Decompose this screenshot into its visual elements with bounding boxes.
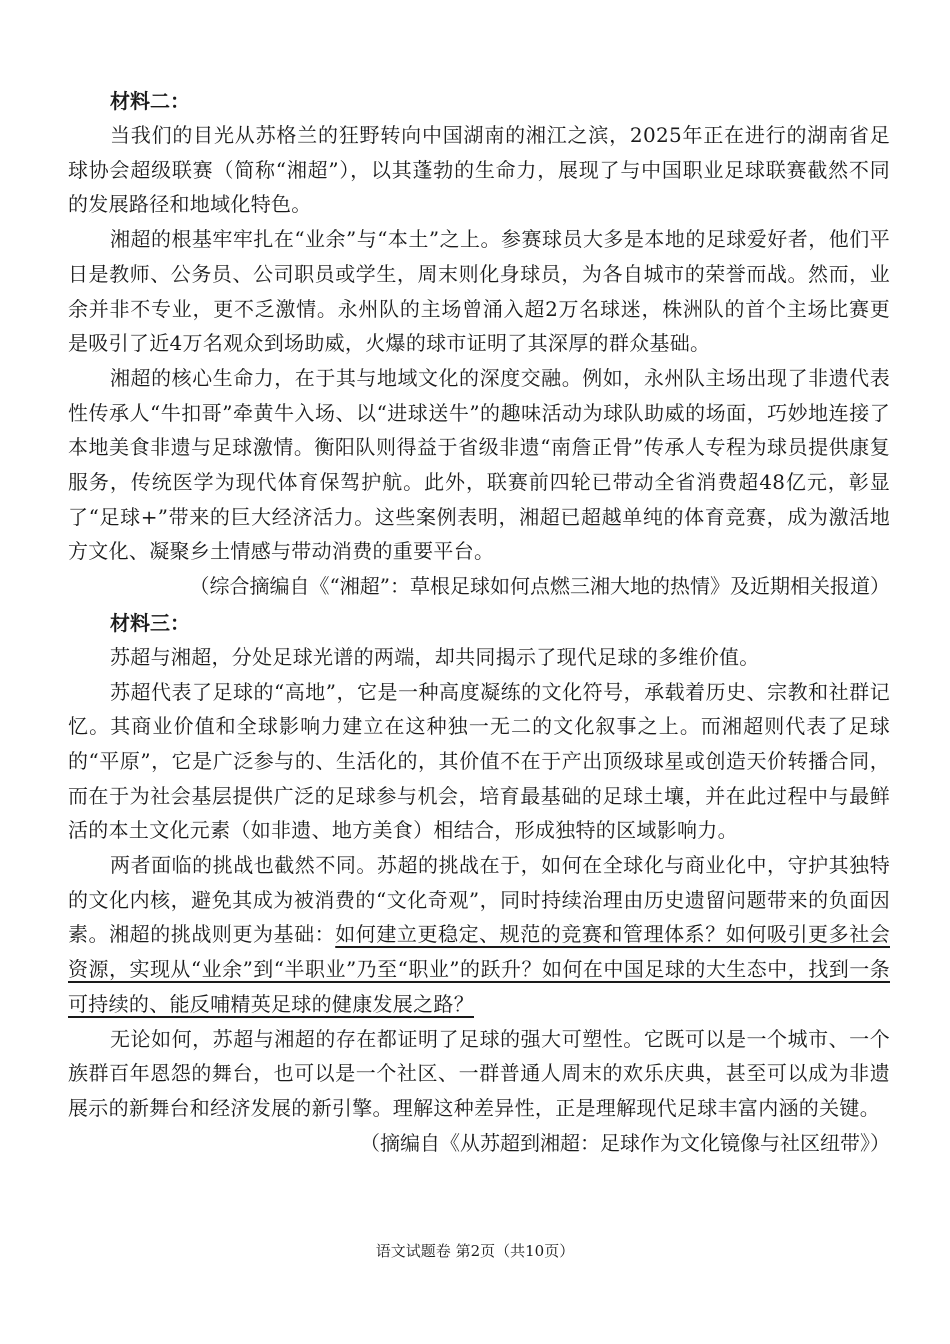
underlined-questions: 如何建立更稳定、规范的竞赛和管理体系？如何吸引更多社会资源，实现从“业余”到“半职业”乃至“职业”的跃升？如何在中国足球的大生态中，找到一条可持续的、能反哺精英足球的健康发展之路？ [68, 922, 890, 1016]
material-2-paragraph: 湘超的根基牢牢扎在“业余”与“本土”之上。参赛球员大多是本地的足球爱好者，他们平日是教师、公务员、公司职员或学生，周末则化身球员，为各自城市的荣誉而战。然而，业余并非不专业，更不乏激情。永州队的主场曾涌入超2万名球迷，株洲队的首个主场比赛更是吸引了近4万名观众到场助威，火爆的球市证明了其深厚的群众基础。 [68, 227, 890, 356]
material-3-paragraph [68, 848, 890, 1022]
material-3-paragraph: 苏超与湘超，分处足球光谱的两端，却共同揭示了现代足球的多维价值。 [110, 644, 760, 669]
material-2-source: （综合摘编自《“湘超”：草根足球如何点燃三湘大地的热情》及近期相关报道） [189, 574, 890, 599]
material-2-heading: 材料二： [110, 89, 190, 113]
page-footer: 语文试题卷 第2页（共10页） [375, 1242, 575, 1260]
material-3-paragraph: 无论如何，苏超与湘超的存在都证明了足球的强大可塑性。它既可以是一个城市、一个族群百年恩怨的舞台，也可以是一个社区、一群普通人周末的欢乐庆典，甚至可以成为非遗展示的新舞台和经济发展的新引擎。理解这种差异性，正是理解现代足球丰富内涵的关键。 [68, 1026, 890, 1120]
material-3-heading: 材料三： [110, 610, 190, 635]
material-2-paragraph: 当我们的目光从苏格兰的狂野转向中国湖南的湘江之滨，2025年正在进行的湖南省足球协会超级联赛（简称“湘超”），以其蓬勃的生命力，展现了与中国职业足球联赛截然不同的发展路径和地域化特色。 [68, 123, 890, 217]
material-3-source: （摘编自《从苏超到湘超：足球作为文化镜像与社区纽带》） [360, 1130, 890, 1155]
exam-page [68, 84, 890, 1160]
material-2-paragraph: 湘超的核心生命力，在于其与地域文化的深度交融。例如，永州队主场出现了非遗代表性传承人“牛扣哥”牵黄牛入场、以“进球送牛”的趣味活动为球队助威的场面，巧妙地连接了本地美食非遗与足球激情。衡阳队则得益于省级非遗“南詹正骨”传承人专程为球员提供康复服务，传统医学为现代体育保驾护航。此外，联赛前四轮已带动全省消费超48亿元，彰显了“足球+”带来的巨大经济活力。这些案例表明，湘超已超越单纯的体育竞赛，成为激活地方文化、凝聚乡土情感与带动消费的重要平台。 [68, 365, 890, 564]
challenges-text: 两者面临的挑战也截然不同。苏超的挑战在于，如何在全球化与商业化中，守护其独特的文化内核，避免其成为被消费的“文化奇观”，同时持续治理由历史遗留问题带来的负面因素。湘超的挑战则更为基础： [68, 853, 890, 947]
material-3-paragraph: 苏超代表了足球的“高地”，它是一种高度凝练的文化符号，承载着历史、宗教和社群记忆。其商业价值和全球影响力建立在这种独一无二的文化叙事之上。而湘超则代表了足球的“平原”，它是广泛参与的、生活化的，其价值不在于产出顶级球星或创造天价转播合同，而在于为社会基层提供广泛的足球参与机会，培育最基础的足球土壤，并在此过程中与最鲜活的本土文化元素（如非遗、地方美食）相结合，形成独特的区域影响力。 [68, 679, 890, 843]
